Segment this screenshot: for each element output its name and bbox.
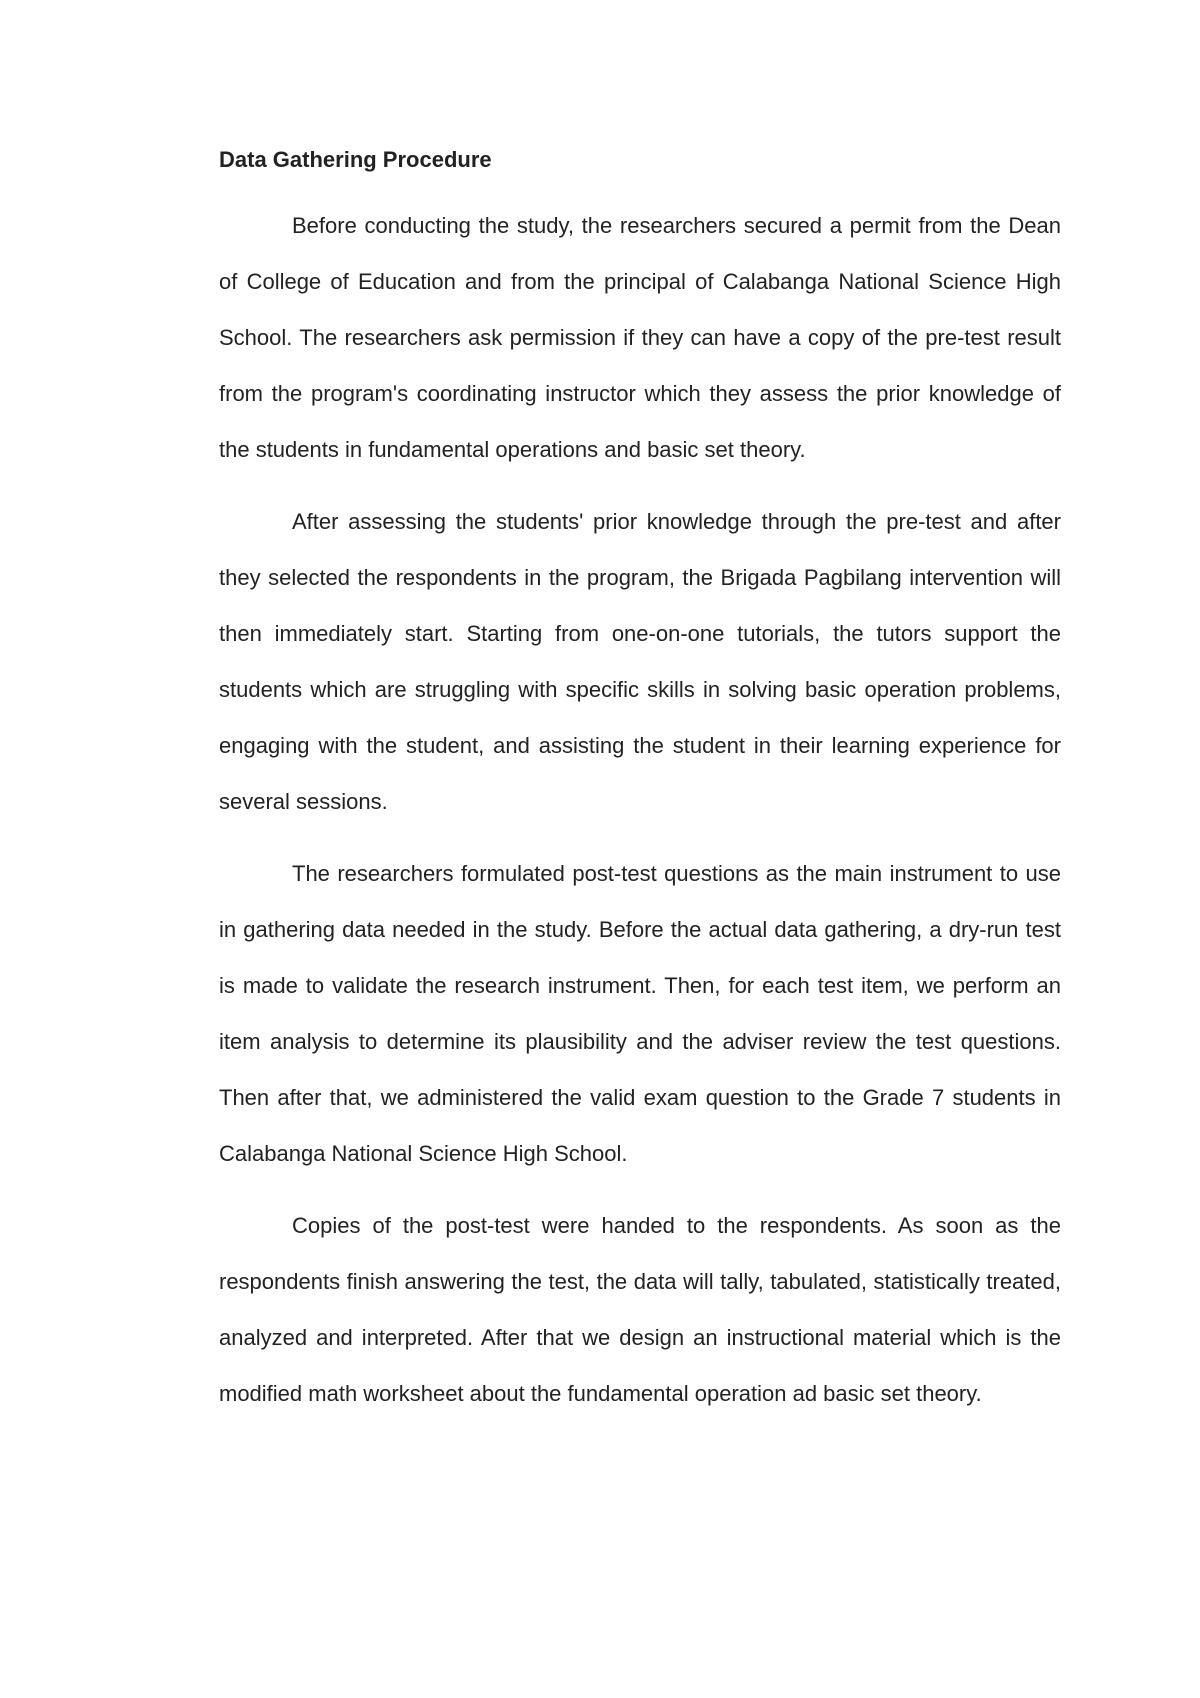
section-heading: Data Gathering Procedure <box>219 147 492 172</box>
paragraph-analysis: Copies of the post-test were handed to the respondents. As soon as the respondents finish answering the test, the data will tally, tabulated, statistically treated, analyzed and interpreted. After that we design an instructional material which is the modified math worksheet about the fundamental operation ad basic set theory. <box>219 1213 1061 1406</box>
paragraph-intervention: After assessing the students' prior knowledge through the pre-test and after they selected the respondents in the program, the Brigada Pagbilang intervention will then immediately start. Starting from one-on-one tutorials, the tutors support the students which are struggling with specific skills in solving basic operation problems, engaging with the student, and assisting the student in their learning experience for several sessions. <box>219 509 1061 814</box>
paragraph-post-test: The researchers formulated post-test questions as the main instrument to use in gathering data needed in the study. Before the actual data gathering, a dry-run test is made to validate the research instrument. Then, for each test item, we perform an item analysis to determine its plausibility and the adviser review the test questions. Then after that, we administered the valid exam question to the Grade 7 students in Calabanga National Science High School. <box>219 861 1061 1166</box>
document-body <box>219 138 1061 1438</box>
paragraph-permit: Before conducting the study, the researchers secured a permit from the Dean of College of Education and from the principal of Calabanga National Science High School. The researchers ask permission if they can have a copy of the pre-test result from the program's coordinating instructor which they assess the prior knowledge of the students in fundamental operations and basic set theory. <box>219 213 1061 462</box>
